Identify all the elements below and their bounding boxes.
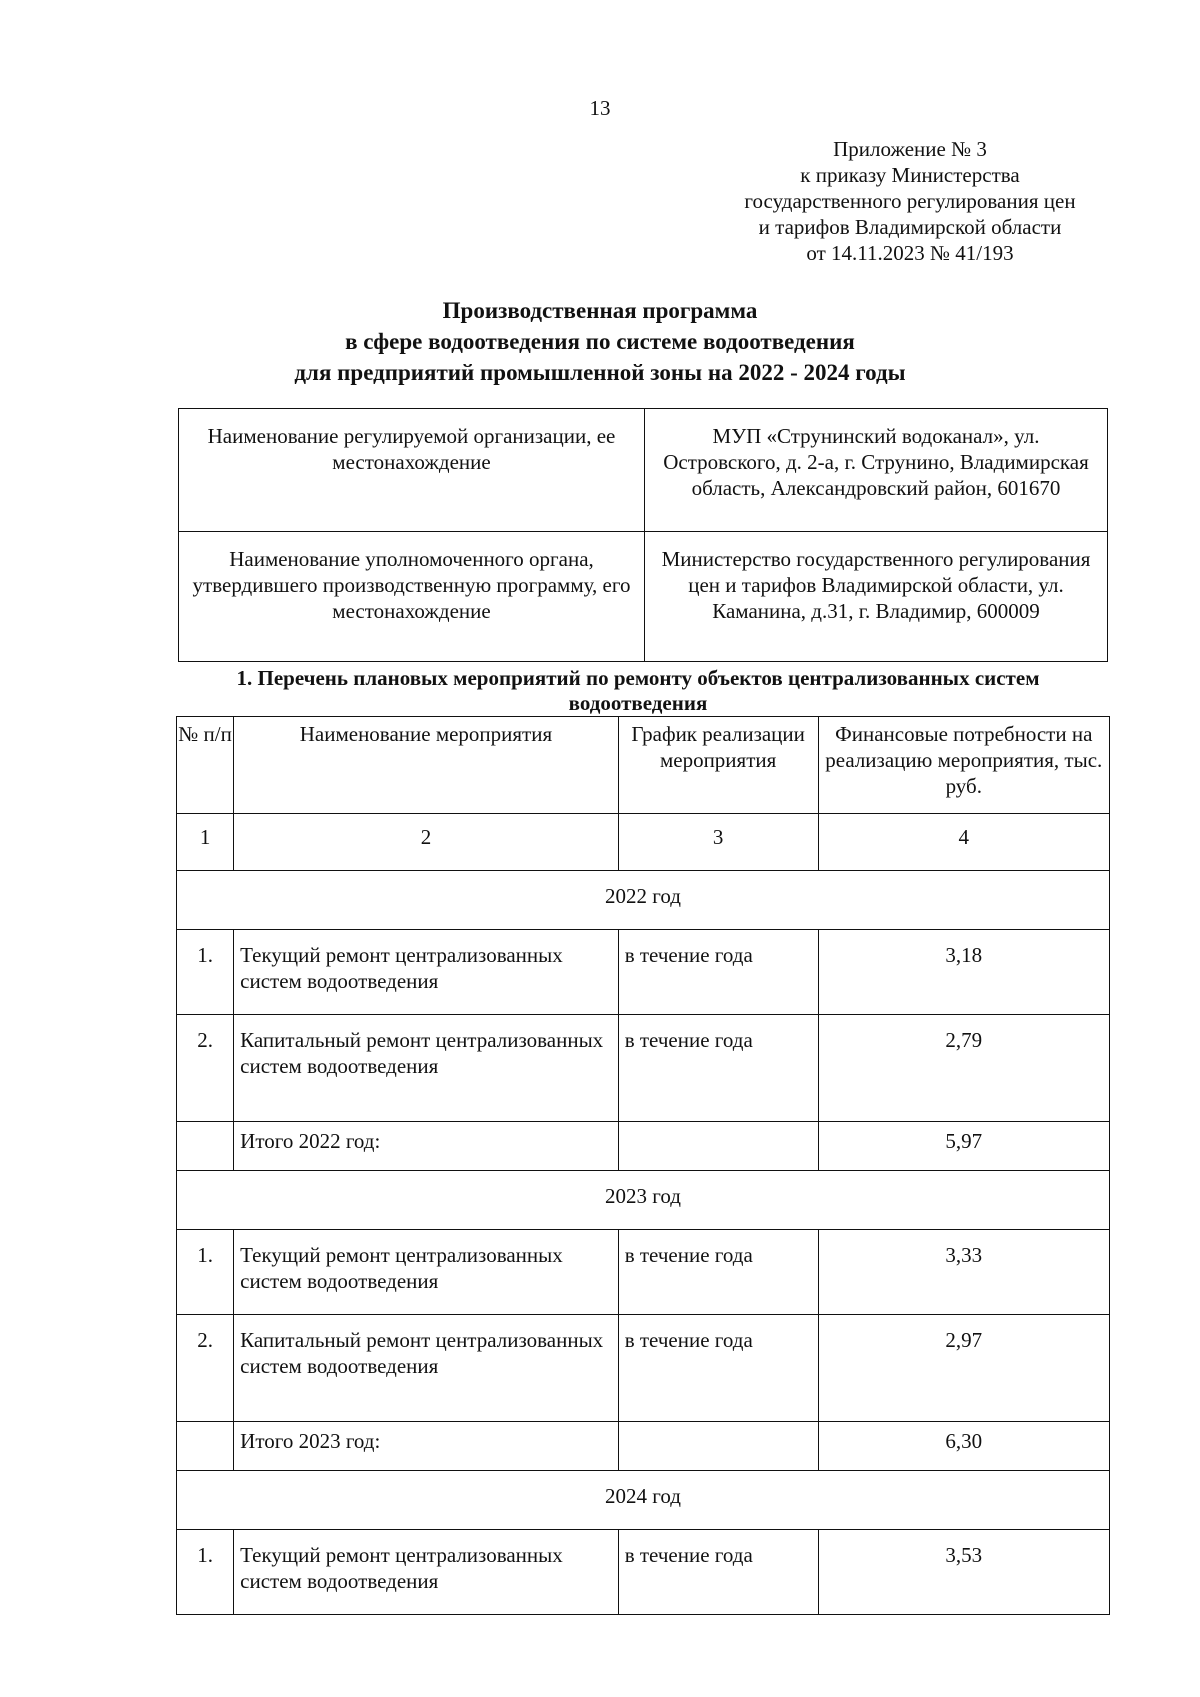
year-row-2023	[177, 1171, 1110, 1230]
column-index-row	[177, 814, 1110, 871]
info-value: МУП «Струнинский водоканал», ул. Островского, д. 2-а, г. Струнино, Владимирская область, Александровский район, 601670	[645, 409, 1108, 532]
table-row	[177, 1315, 1110, 1422]
row-name: Капитальный ремонт централизованных систем водоотведения	[234, 1315, 619, 1422]
row-amount: 3,18	[818, 930, 1109, 1015]
appendix-block	[730, 136, 1090, 266]
row-name: Текущий ремонт централизованных систем водоотведения	[234, 930, 619, 1015]
column-index: 3	[618, 814, 818, 871]
total-row	[177, 1422, 1110, 1471]
info-label: Наименование регулируемой организации, ее местонахождение	[179, 409, 645, 532]
repair-plan-table	[176, 716, 1110, 1615]
appendix-line: и тарифов Владимирской области	[758, 215, 1062, 239]
info-label: Наименование уполномоченного органа, утвердившего производственную программу, его местонахождение	[179, 532, 645, 662]
table-row	[177, 1015, 1110, 1122]
header-schedule: График реализации мероприятия	[618, 717, 818, 814]
row-schedule: в течение года	[618, 1015, 818, 1122]
table-row	[177, 1530, 1110, 1615]
row-amount: 2,97	[818, 1315, 1109, 1422]
row-num: 1.	[177, 930, 234, 1015]
column-index: 1	[177, 814, 234, 871]
header-finance: Финансовые потребности на реализацию мероприятия, тыс. руб.	[818, 717, 1109, 814]
year-label: 2022 год	[177, 871, 1110, 930]
total-row	[177, 1122, 1110, 1171]
header-name: Наименование мероприятия	[234, 717, 619, 814]
title-line: Производственная программа	[442, 298, 758, 323]
table-row	[177, 930, 1110, 1015]
info-row	[179, 409, 1108, 532]
table-header-row	[177, 717, 1110, 814]
title-line: для предприятий промышленной зоны на 2022 - 2024 годы	[294, 360, 906, 385]
total-label: Итого 2023 год:	[234, 1422, 619, 1471]
section-heading: 1. Перечень плановых мероприятий по ремонту объектов централизованных систем водоотведения	[236, 666, 1040, 715]
row-schedule: в течение года	[618, 1230, 818, 1315]
column-index: 4	[818, 814, 1109, 871]
row-amount: 2,79	[818, 1015, 1109, 1122]
row-num: 1.	[177, 1230, 234, 1315]
header-num: № п/п	[177, 717, 234, 814]
title-line: в сфере водоотведения по системе водоотведения	[345, 329, 855, 354]
appendix-line: Приложение № 3	[833, 137, 987, 161]
page-number: 13	[589, 96, 611, 120]
year-label: 2024 год	[177, 1471, 1110, 1530]
year-row-2022	[177, 871, 1110, 930]
total-amount: 6,30	[818, 1422, 1109, 1471]
row-name: Текущий ремонт централизованных систем водоотведения	[234, 1230, 619, 1315]
total-label: Итого 2022 год:	[234, 1122, 619, 1171]
row-num: 1.	[177, 1530, 234, 1615]
row-name: Капитальный ремонт централизованных систем водоотведения	[234, 1015, 619, 1122]
total-amount: 5,97	[818, 1122, 1109, 1171]
row-amount: 3,33	[818, 1230, 1109, 1315]
row-amount: 3,53	[818, 1530, 1109, 1615]
document-title	[0, 295, 1200, 388]
info-row	[179, 532, 1108, 662]
row-num: 2.	[177, 1015, 234, 1122]
appendix-line: от 14.11.2023 № 41/193	[806, 241, 1014, 265]
organization-info-table	[178, 408, 1108, 662]
year-row-2024	[177, 1471, 1110, 1530]
appendix-line: государственного регулирования цен	[744, 189, 1076, 213]
year-label: 2023 год	[177, 1171, 1110, 1230]
row-schedule: в течение года	[618, 930, 818, 1015]
appendix-line: к приказу Министерства	[800, 163, 1020, 187]
row-schedule: в течение года	[618, 1530, 818, 1615]
row-name: Текущий ремонт централизованных систем водоотведения	[234, 1530, 619, 1615]
info-value: Министерство государственного регулирования цен и тарифов Владимирской области, ул. Каманина, д.31, г. Владимир, 600009	[645, 532, 1108, 662]
table-row	[177, 1230, 1110, 1315]
row-schedule: в течение года	[618, 1315, 818, 1422]
column-index: 2	[234, 814, 619, 871]
row-num: 2.	[177, 1315, 234, 1422]
